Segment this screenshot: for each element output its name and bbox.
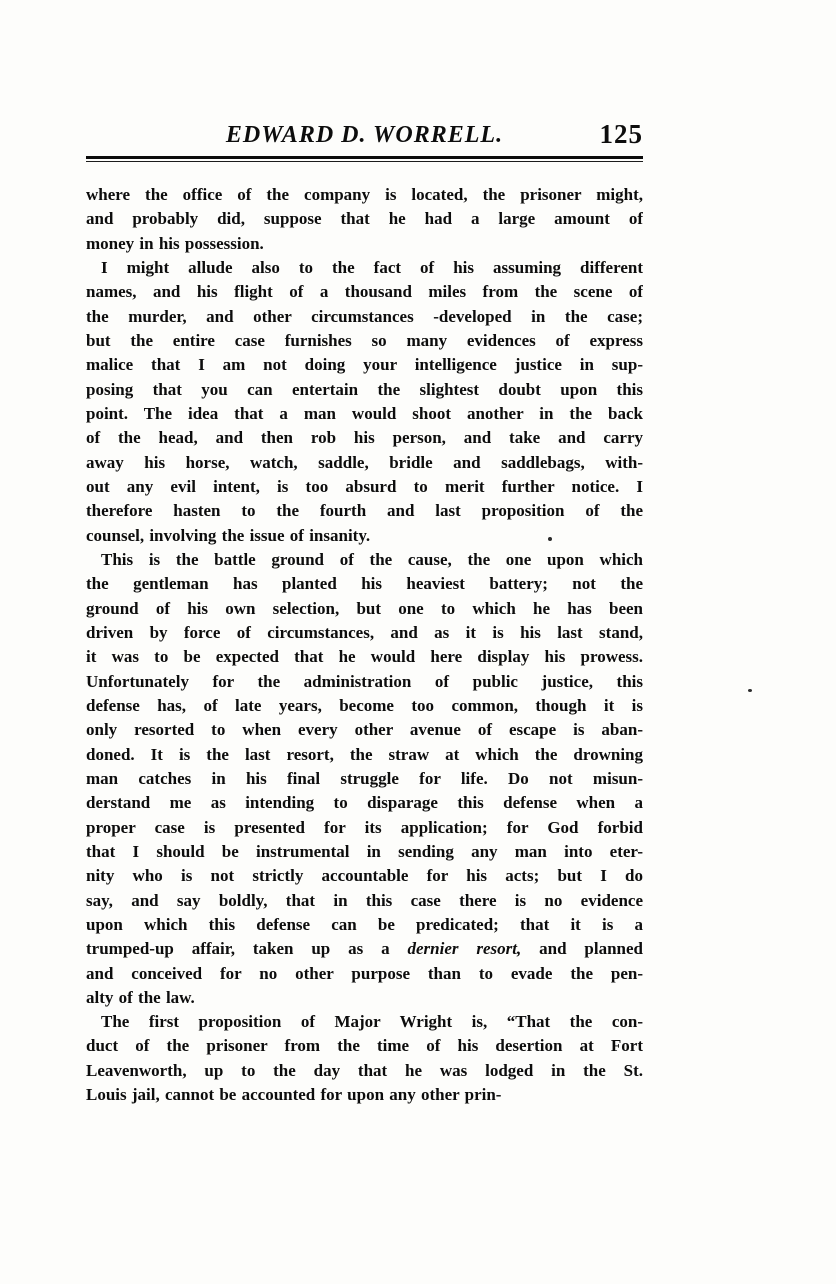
running-title: EDWARD D. WORRELL.	[225, 122, 504, 148]
running-header	[86, 119, 643, 151]
ink-speck	[748, 689, 752, 692]
text-line: ground of his own selection, but one to which he has been	[86, 598, 643, 618]
text-segment: trumped-up affair, taken up as a	[86, 939, 408, 959]
text-line: only resorted to when every other avenue of escape is aban-	[86, 720, 643, 740]
text-line: alty of the law.	[86, 987, 195, 1007]
paragraph	[86, 548, 643, 1010]
text-line: away his horse, watch, saddle, bridle and saddlebags, with-	[86, 452, 643, 472]
text-line: doned. It is the last resort, the straw at which the drowning	[86, 744, 643, 764]
text-line: and probably did, suppose that he had a large amount of	[86, 209, 643, 229]
page-number: 125	[599, 119, 643, 149]
paragraph	[86, 256, 643, 548]
ink-speck	[548, 537, 552, 541]
text-line: I might allude also to the fact of his assuming different	[101, 257, 643, 277]
text-line: counsel, involving the issue of insanity.	[86, 525, 371, 545]
paragraph	[86, 183, 643, 256]
italic-phrase: dernier resort,	[407, 939, 522, 959]
text-line: the murder, and other circumstances -developed in the case;	[86, 306, 643, 326]
text-line: derstand me as intending to disparage this defense when a	[86, 793, 643, 813]
text-line: out any evil intent, is too absurd to merit further notice. I	[86, 476, 643, 496]
text-line: where the office of the company is located, the prisoner might,	[86, 185, 643, 204]
text-line: point. The idea that a man would shoot another in the back	[86, 403, 643, 423]
header-rule	[86, 156, 643, 162]
text-line: posing that you can entertain the slightest doubt upon this	[86, 379, 643, 399]
text-line: therefore hasten to the fourth and last proposition of the	[86, 501, 643, 521]
text-line: defense has, of late years, become too common, though it is	[86, 695, 643, 715]
text-line: malice that I am not doing your intelligence justice in sup-	[86, 355, 643, 375]
text-line: proper case is presented for its application; for God forbid	[86, 817, 643, 837]
text-line: duct of the prisoner from the time of his desertion at Fort	[86, 1036, 643, 1056]
text-line: driven by force of circumstances, and as it is his last stand,	[86, 622, 643, 642]
text-segment: and planned	[521, 939, 643, 959]
text-line: names, and his flight of a thousand miles from the scene of	[86, 282, 643, 302]
text-line: but the entire case furnishes so many evidences of express	[86, 330, 643, 350]
text-line: man catches in his final struggle for life. Do not misun-	[86, 768, 643, 788]
text-line	[86, 937, 643, 961]
text-line: upon which this defense can be predicated; that it is a	[86, 914, 643, 934]
text-line: money in his possession.	[86, 233, 264, 253]
text-line: The first proposition of Major Wright is, “That the con-	[101, 1012, 643, 1032]
text-line: the gentleman has planted his heaviest battery; not the	[86, 574, 643, 594]
text-line: of the head, and then rob his person, and take and carry	[86, 428, 643, 448]
text-line: Leavenworth, up to the day that he was lodged in the St.	[86, 1060, 643, 1080]
text-line: Unfortunately for the administration of public justice, this	[86, 671, 643, 691]
text-line: that I should be instrumental in sending any man into eter-	[86, 841, 643, 861]
body-text	[86, 183, 643, 1107]
text-line: Louis jail, cannot be accounted for upon any other prin-	[86, 1085, 502, 1105]
text-line: say, and say boldly, that in this case there is no evidence	[86, 890, 643, 910]
text-line: nity who is not strictly accountable for his acts; but I do	[86, 866, 643, 886]
text-line: it was to be expected that he would here display his prowess.	[86, 647, 643, 667]
text-line: and conceived for no other purpose than to evade the pen-	[86, 963, 643, 983]
paragraph	[86, 1010, 643, 1107]
text-line: This is the battle ground of the cause, the one upon which	[101, 549, 643, 569]
